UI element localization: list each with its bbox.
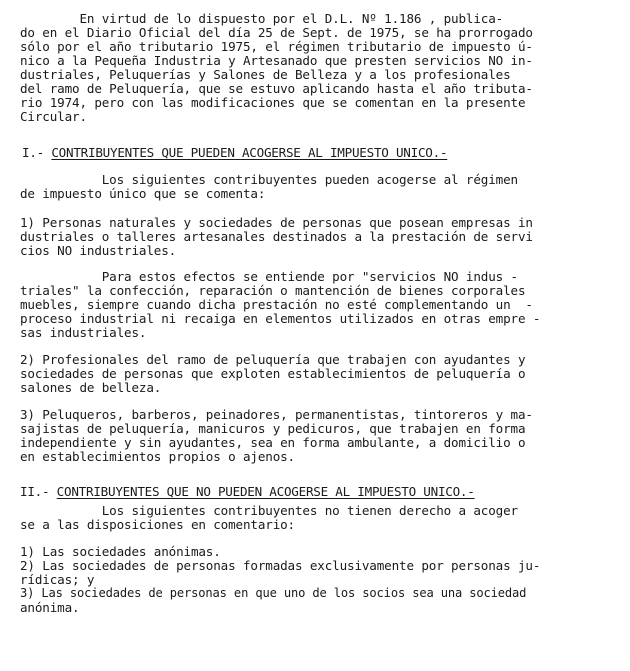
section-1-intro-line: Los siguientes contribuyentes pueden acogerse al régimen [20,172,518,187]
list-item-line: sajistas de peluquería, manicuros y pedicuros, que trabajen en forma [20,421,526,436]
list-item-line: 3) Las sociedades de personas en que uno de los socios sea una sociedad [20,586,527,600]
list-item-line: anónima. [20,600,80,615]
paragraph-line: sas industriales. [20,325,147,340]
list-item-line: 1) Las sociedades anónimas. [20,544,221,559]
section-1-title: CONTRIBUYENTES QUE PUEDEN ACOGERSE AL IMPUESTO UNICO.- [51,145,448,160]
section-2-intro-line: se a las disposiciones en comentario: [20,517,295,532]
intro-line: rio 1974, pero con las modificaciones que se comentan en la presente [20,95,526,110]
section-1-number: I.- [22,145,52,160]
intro-line: En virtud de lo dispuesto por el D.L. Nº 1.186 , publica- [20,11,504,26]
list-item-line: cios NO industriales. [20,243,177,258]
intro-line: do en el Diario Oficial del día 25 de Sept. de 1975, se ha prorrogado [20,25,533,40]
list-item-line: 2) Las sociedades de personas formadas exclusivamente por personas ju- [20,558,541,573]
section-2-intro-line: Los siguientes contribuyentes no tienen derecho a acoger [20,503,518,518]
intro-line: dustriales, Peluquerías y Salones de Belleza y a los profesionales [20,67,511,82]
intro-line: sólo por el año tributario 1975, el régimen tributario de impuesto ú- [20,39,533,54]
paragraph-line: Para estos efectos se entiende por "servicios NO indus - [20,269,518,284]
intro-line: nico a la Pequeña Industria y Artesanado que presten servicios NO in- [20,53,533,68]
paragraph-line: proceso industrial ni recaiga en elementos utilizados en otras empre - [20,311,541,326]
section-1-intro-line: de impuesto único que se comenta: [20,186,266,201]
list-item-line: 3) Peluqueros, barberos, peinadores, permanentistas, tintoreros y ma- [20,407,533,422]
section-1-heading [22,146,447,159]
paragraph-line: triales" la confección, reparación o mantención de bienes corporales [20,283,526,298]
list-item-line: 1) Personas naturales y sociedades de personas que posean empresas in [20,215,533,230]
list-item-line: sociedades de personas que exploten establecimientos de peluquería o [20,366,526,381]
list-item-line: 2) Profesionales del ramo de peluquería que trabajen con ayudantes y [20,352,526,367]
section-2-title: CONTRIBUYENTES QUE NO PUEDEN ACOGERSE AL IMPUESTO UNICO.- [56,484,475,499]
list-item-line: rídicas; y [20,572,95,587]
list-item-line: salones de belleza. [20,380,162,395]
list-item-line: independiente y sin ayudantes, sea en forma ambulante, a domicilio o [20,435,526,450]
intro-line: del ramo de Peluquería, que se estuvo aplicando hasta el año tributa- [20,81,533,96]
section-2-heading [20,485,475,498]
list-item-line: en establecimientos propios o ajenos. [20,449,295,464]
intro-line: Circular. [20,109,87,124]
paragraph-line: muebles, siempre cuando dicha prestación no esté complementando un - [20,297,533,312]
list-item-line: dustriales o talleres artesanales destinados a la prestación de servi [20,229,533,244]
section-2-number: II.- [20,484,57,499]
